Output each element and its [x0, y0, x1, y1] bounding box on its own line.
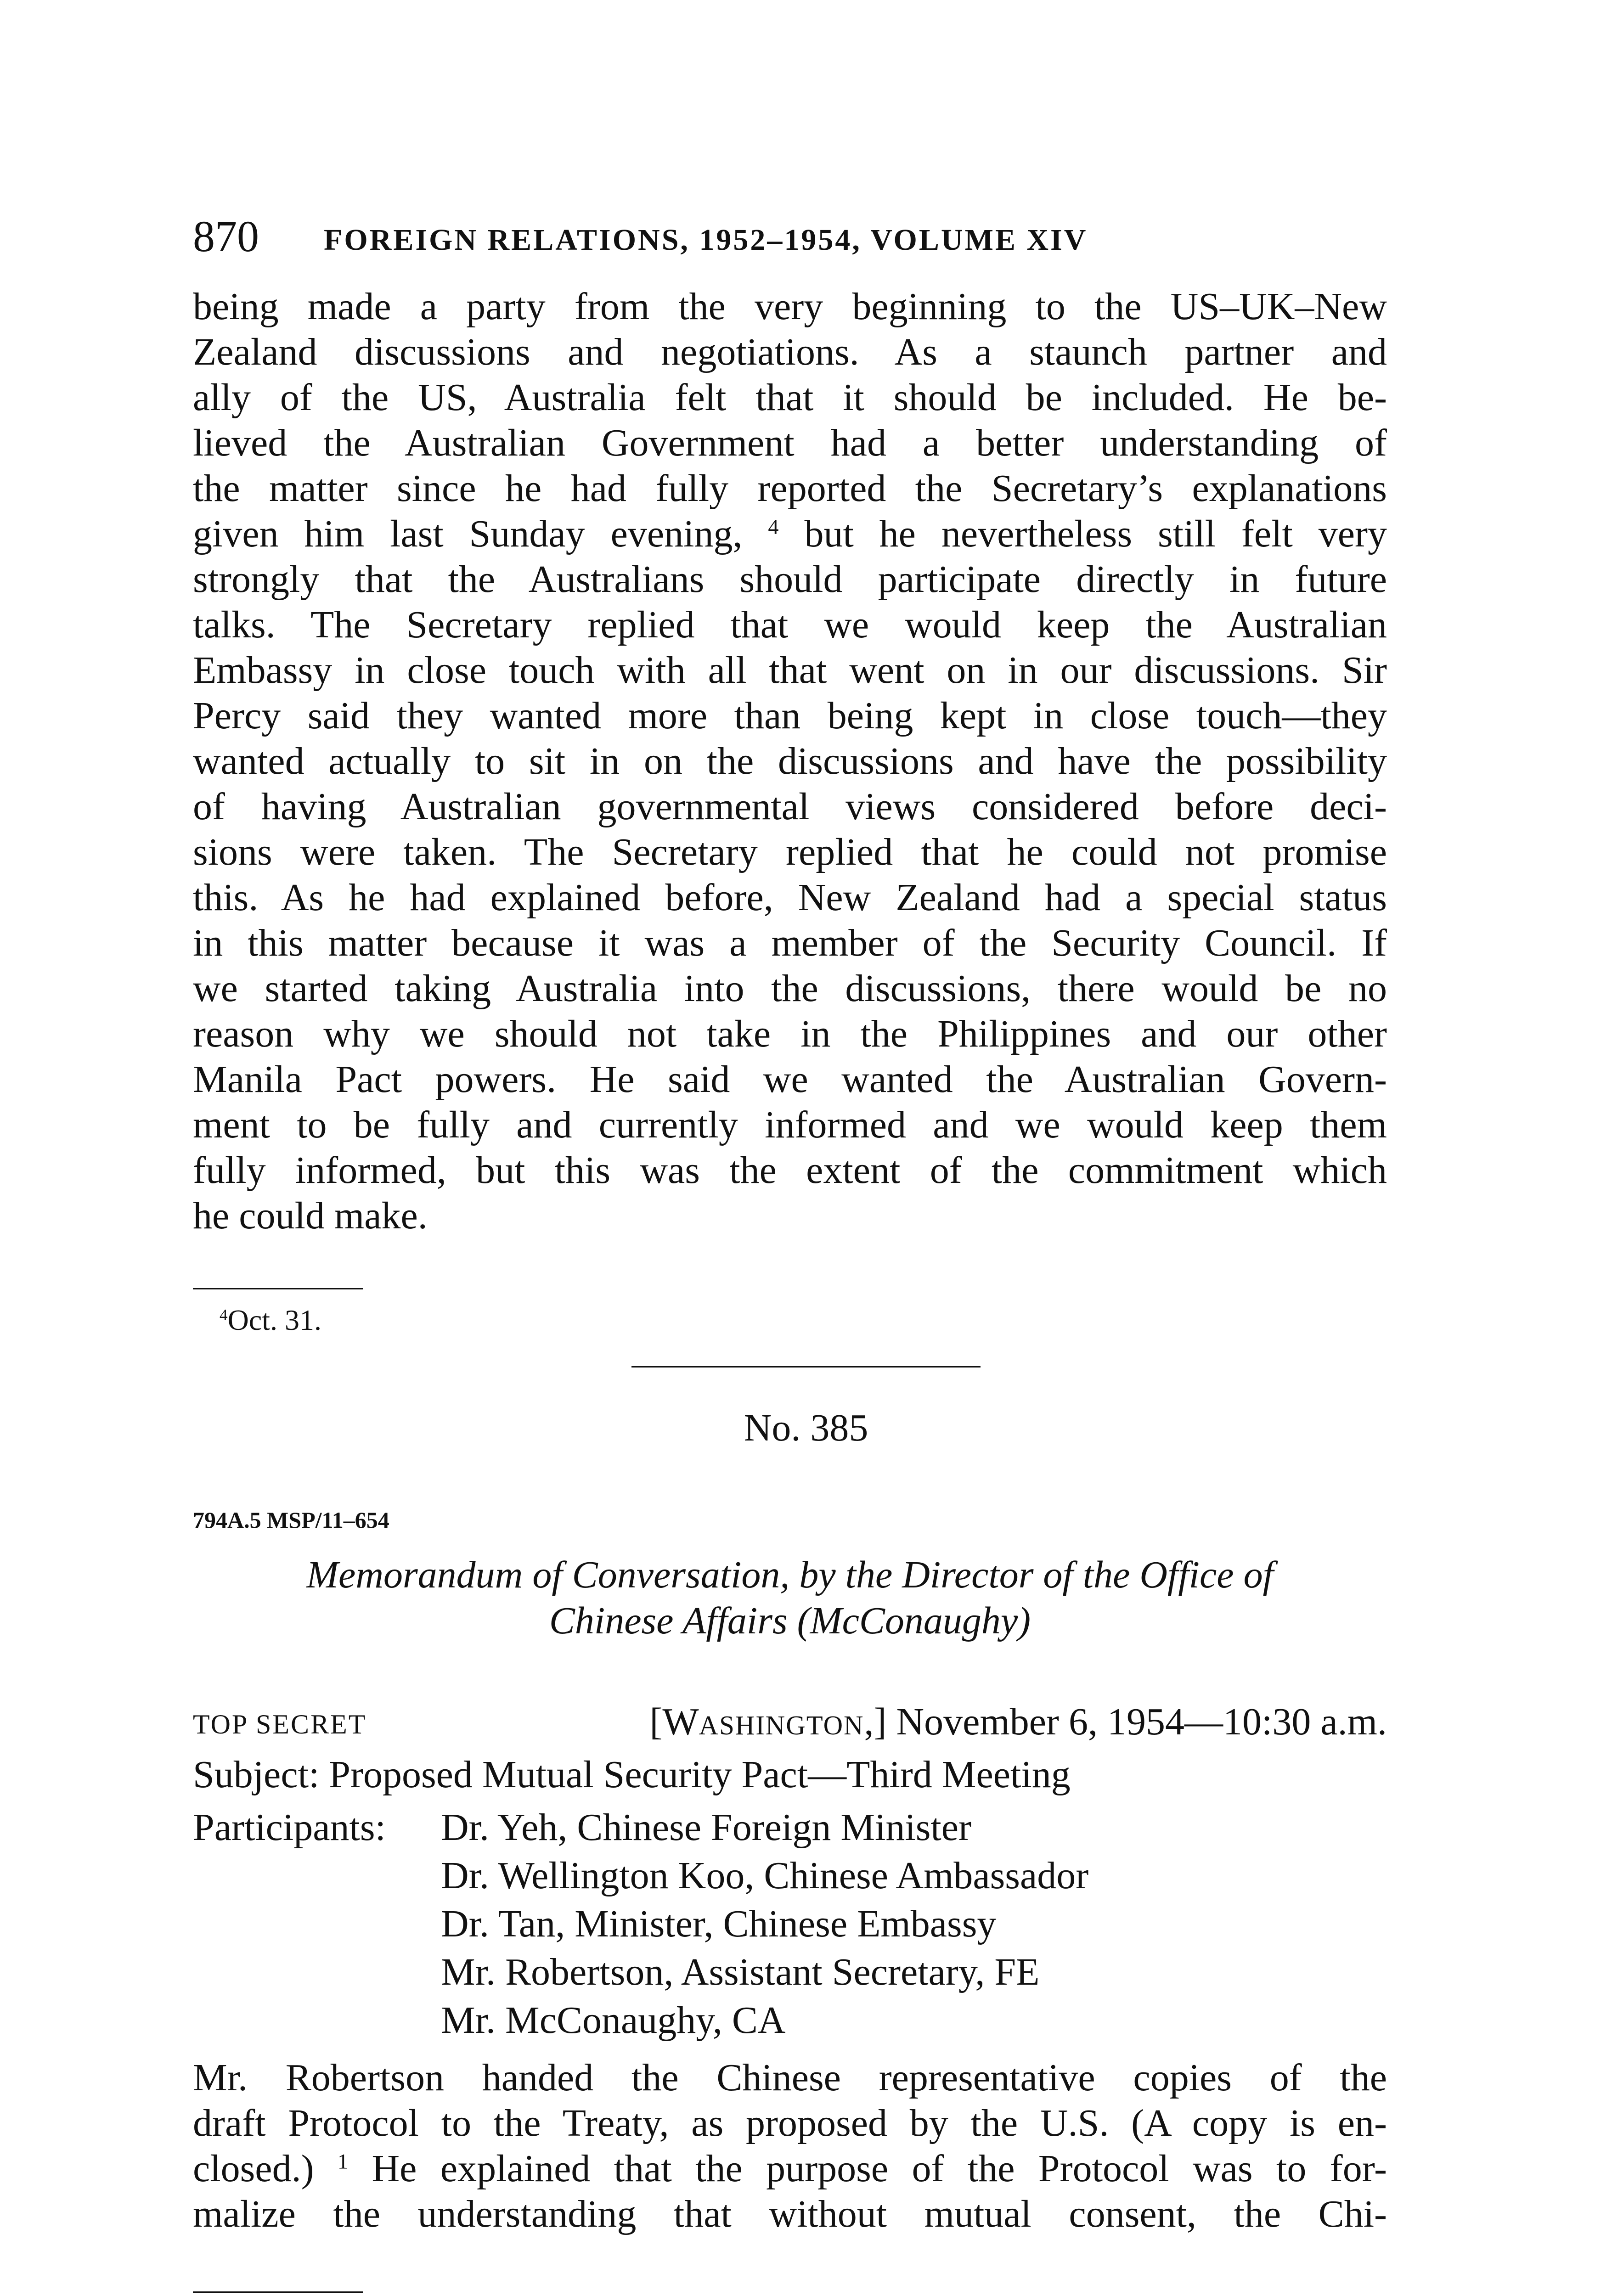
text-line: of having Australian governmental views considered before deci- [193, 785, 1387, 828]
text-line: Percy said they wanted more than being kept in close touch—they [193, 694, 1387, 737]
text-line: ally of the US, Australia felt that it should be included. He be- [193, 376, 1387, 419]
file-reference: 794A.5 MSP/11–654 [193, 1507, 389, 1533]
text-line: wanted actually to sit in on the discussions and have the possibility [193, 740, 1387, 782]
footnote-reference: 1 [337, 2150, 349, 2173]
text-fragment: given him last Sunday evening, [193, 512, 743, 555]
text-line: Mr. Robertson handed the Chinese representative copies of the [193, 2056, 1387, 2099]
footnote-reference: 4 [768, 515, 779, 539]
text-line: ment to be fully and currently informed and we would keep them [193, 1103, 1387, 1146]
text-line: malize the understanding that without mutual consent, the Chi- [193, 2193, 1387, 2235]
text-line: being made a party from the very beginning to the US–UK–New [193, 285, 1387, 328]
title-line: Chinese Affairs (McConaughy) [549, 1599, 1031, 1642]
text-line: fully informed, but this was the extent of the commitment which [193, 1149, 1387, 1192]
text-line [193, 511, 1387, 557]
participant-entry: Dr. Wellington Koo, Chinese Ambassador [441, 1854, 1089, 1897]
classification-dateline-row [193, 1699, 1387, 1745]
dateline-open: [W [649, 1700, 699, 1743]
participant-entry: Dr. Tan, Minister, Chinese Embassy [441, 1902, 997, 1945]
dateline-place: ASHINGTON [699, 1711, 864, 1740]
participant-entry: Mr. Robertson, Assistant Secretary, FE [441, 1951, 1040, 1993]
text-line: Zealand discussions and negotiations. As a staunch partner and [193, 331, 1387, 373]
title-line: Memorandum of Conversation, by the Director of the Office of [306, 1553, 1274, 1596]
text-line: this. As he had explained before, New Zealand had a special status [193, 876, 1387, 919]
page-number: 870 [193, 212, 259, 261]
text-line: lieved the Australian Government had a better understanding of [193, 422, 1387, 464]
participant-entry: Dr. Yeh, Chinese Foreign Minister [441, 1806, 971, 1849]
document-number: No. 385 [744, 1407, 868, 1449]
body-paragraph-memorandum [193, 2055, 1387, 2237]
text-line: Manila Pact powers. He said we wanted the Australian Govern- [193, 1058, 1387, 1101]
running-head-title: FOREIGN RELATIONS, 1952–1954, VOLUME XIV [324, 223, 1088, 257]
text-fragment: but he nevertheless still felt very [804, 512, 1387, 555]
text-line: Embassy in close touch with all that went on in our discussions. Sir [193, 649, 1387, 692]
participants-label: Participants: [193, 1806, 386, 1849]
text-fragment: closed.) [193, 2147, 314, 2190]
text-line: the matter since he had fully reported the Secretary’s explanations [193, 467, 1387, 510]
classification-label: TOP SECRET [193, 1709, 367, 1739]
dateline-rest: ,] November 6, 1954—10:30 a.m. [864, 1700, 1387, 1743]
text-fragment: He explained that the purpose of the Protocol was to for- [372, 2147, 1387, 2190]
section-divider [631, 1366, 981, 1367]
text-line: strongly that the Australians should participate directly in future [193, 558, 1387, 601]
footnote-rule [193, 1288, 363, 1289]
participant-entry: Mr. McConaughy, CA [441, 1999, 786, 2042]
running-header [193, 209, 1387, 264]
subject-line: Subject: Proposed Mutual Security Pact—Third Meeting [193, 1753, 1071, 1796]
text-line: we started taking Australia into the discussions, there would be no [193, 967, 1387, 1010]
text-line: draft Protocol to the Treaty, as proposed by the U.S. (A copy is en- [193, 2102, 1387, 2144]
footnote-4 [220, 1302, 321, 1339]
document-title [193, 1552, 1387, 1644]
footnote-marker: 4 [220, 1306, 228, 1324]
footnote-text: Oct. 31. [227, 1304, 321, 1336]
footnote-rule [193, 2291, 363, 2293]
text-line [193, 2146, 1387, 2191]
body-paragraph-continuation [193, 284, 1387, 1238]
text-line: reason why we should not take in the Philippines and our other [193, 1013, 1387, 1055]
text-line: talks. The Secretary replied that we would keep the Australian [193, 603, 1387, 646]
text-line: sions were taken. The Secretary replied that he could not promise [193, 831, 1387, 873]
dateline [649, 1699, 1387, 1749]
text-line: in this matter because it was a member of the Security Council. If [193, 922, 1387, 964]
text-line: he could make. [193, 1194, 428, 1237]
